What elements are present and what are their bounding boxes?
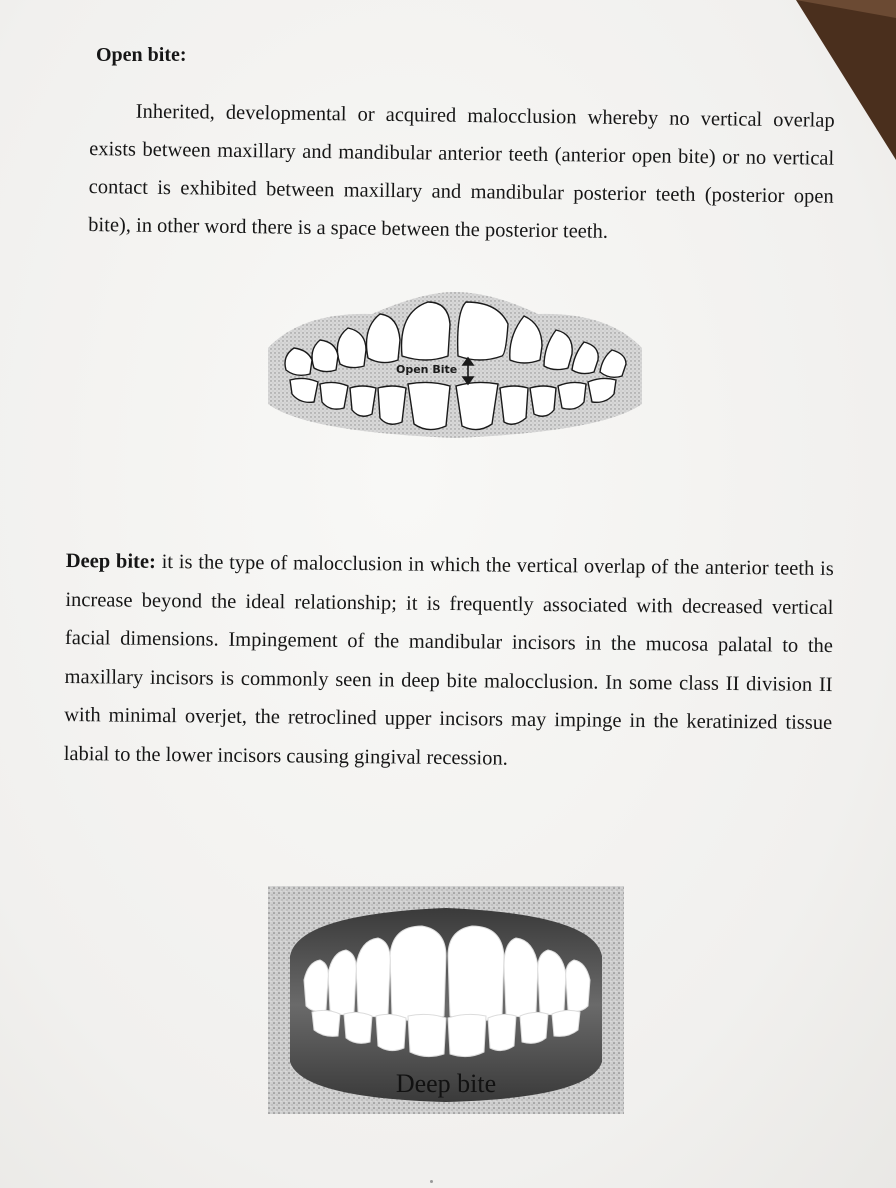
open-bite-label: Open Bite [396,363,458,376]
open-bite-paragraph: Inherited, developmental or acquired malocclusion whereby no vertical overlap exists between maxillary and mandibular anterior teeth (anterior open bite) or no vertical contact is exhibited between maxillary and mandibular posterior teeth (posterior open bite), in other word there is a space between the posterior teeth. [88,100,835,243]
open-bite-heading: Open bite: [96,44,187,66]
deep-bite-paragraph [64,542,834,781]
deep-bite-heading: Deep bite: [65,549,156,573]
open-bite-figure [262,284,646,440]
deep-bite-figure [268,886,624,1114]
deep-bite-label: Deep bite [395,1069,497,1098]
page-speck [430,1180,433,1183]
deep-bite-body: it is the type of malocclusion in which the vertical overlap of the anterior teeth is increase beyond the ideal relationship; it is frequently associated with decreased vertical facial dimensions. Impingement of the mandibular incisors in the mucosa palatal to the maxillary incisors is commonly seen in deep bite malocclusion. In some class II division II with minimal overjet, the retroclined upper incisors may impinge in the keratinized tissue labial to the lower incisors causing gingival recession. [63,550,834,770]
